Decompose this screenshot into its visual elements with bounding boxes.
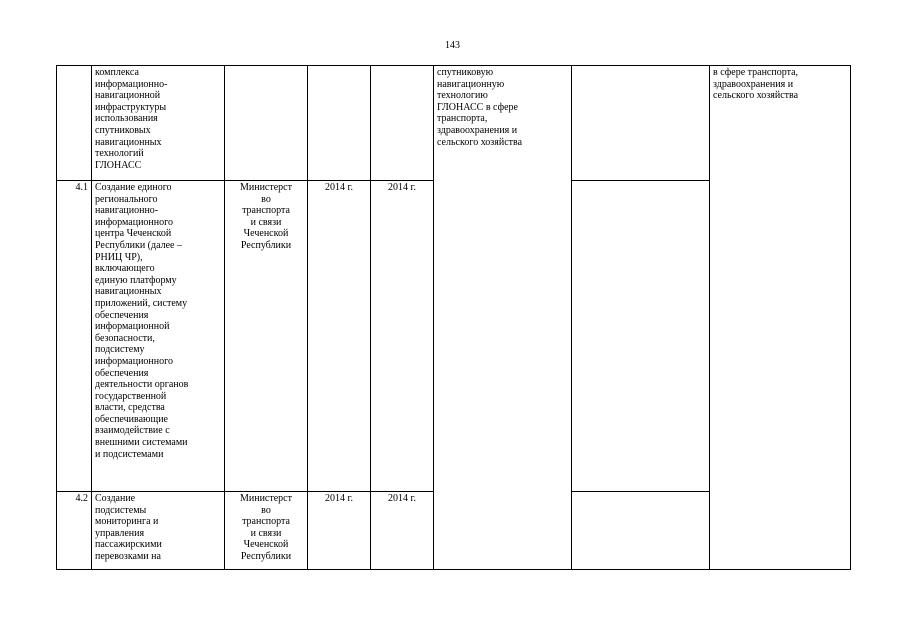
table-row (57, 66, 851, 181)
indicator-cell (572, 492, 710, 570)
executor-cell: Министерст во транспорта и связи Чеченской Республики (225, 181, 308, 492)
executor-cell: Министерст во транспорта и связи Чеченской Республики (225, 492, 308, 570)
event-name-cell: комплекса информационно- навигационной инфраструктуры использования спутниковых навигационных технологий ГЛОНАСС (92, 66, 225, 181)
end-year-cell: 2014 г. (371, 181, 434, 492)
event-name-cell: Создание подсистемы мониторинга и управления пассажирскими перевозками на (92, 492, 225, 570)
page-number: 143 (445, 40, 460, 51)
indicator-cell (572, 181, 710, 492)
application-area-cell: в сфере транспорта, здравоохранения и сельского хозяйства (710, 66, 851, 570)
executor-cell (225, 66, 308, 181)
row-number-cell: 4.2 (57, 492, 92, 570)
plan-table (56, 65, 851, 570)
start-year-cell: 2014 г. (308, 492, 371, 570)
end-year-cell: 2014 г. (371, 492, 434, 570)
event-name-cell: Создание единого регионального навигационно- информационного центра Чеченской Республики (далее – РНИЦ ЧР), включающего единую платформу навигационных приложений, систему обеспечения информационной безопасности, подсистему информационного обеспечения деятельности органов государственной власти, средства обеспечивающие взаимодействие с внешними системами и подсистемами (92, 181, 225, 492)
start-year-cell (308, 66, 371, 181)
expected-result-cell: спутниковую навигационную технологию ГЛОНАСС в сфере транспорта, здравоохранения и сельского хозяйства (434, 66, 572, 570)
row-number-cell (57, 66, 92, 181)
start-year-cell: 2014 г. (308, 181, 371, 492)
end-year-cell (371, 66, 434, 181)
indicator-cell (572, 66, 710, 181)
row-number-cell: 4.1 (57, 181, 92, 492)
